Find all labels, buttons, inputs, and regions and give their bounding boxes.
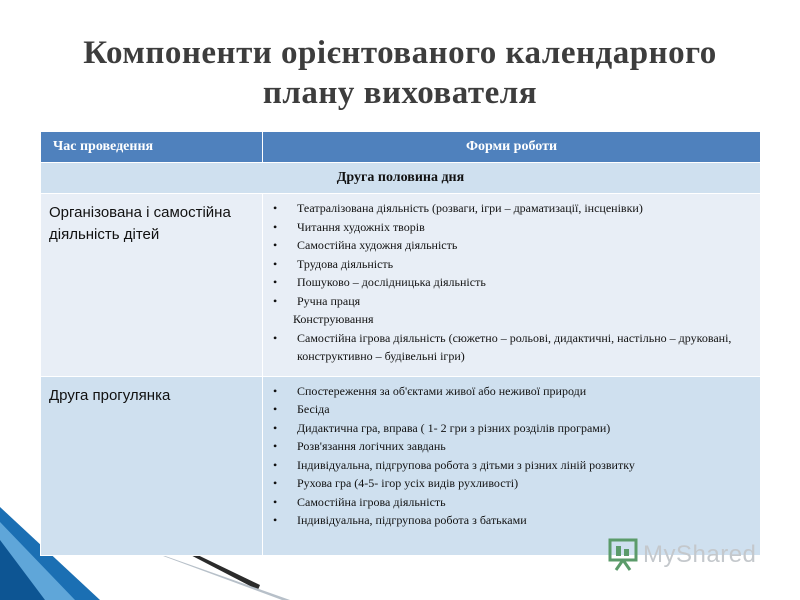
row-time-label: Організована і самостійна діяльність дітей <box>41 194 263 377</box>
list-item: • Бесіда <box>263 400 756 419</box>
list-item: Конструювання <box>293 312 374 326</box>
list-item: • Дидактична гра, вправа ( 1- 2 гри з різних розділів програми) <box>263 419 756 438</box>
list-item: • Театралізована діяльність (розваги, ігри – драматизації, інсценівки) <box>263 199 756 218</box>
row-activities <box>263 194 761 377</box>
list-item: • Індивідуальна, підгрупова робота з дітьми з різних ліній розвитку <box>263 456 756 475</box>
activity-list <box>263 194 760 376</box>
list-item: • Розв'язання логічних завдань <box>263 437 756 456</box>
row-time-label: Друга прогулянка <box>41 376 263 555</box>
list-item: • Індивідуальна, підгрупова робота з батьками <box>263 511 756 530</box>
header-time: Час проведення <box>41 132 263 163</box>
list-item: • Трудова діяльність <box>263 255 756 274</box>
table-row <box>41 194 761 377</box>
list-item: • Рухова гра (4-5- ігор усіх видів рухливості) <box>263 474 756 493</box>
section-label: Друга половина дня <box>41 163 761 194</box>
logo-text: MyShared <box>643 541 757 568</box>
list-item: • Ручна праця <box>263 292 756 311</box>
presentation-icon <box>607 537 639 571</box>
myshared-logo <box>607 537 767 573</box>
list-item: • Спостереження за об'єктами живої або неживої природи <box>263 382 756 401</box>
plan-table <box>40 131 761 556</box>
list-item: • Самостійна художня діяльність <box>263 236 756 255</box>
section-row <box>41 163 761 194</box>
slide-title: Компоненти орієнтованого календарного плану вихователя <box>83 35 717 111</box>
list-item: • Пошуково – дослідницька діяльність <box>263 273 756 292</box>
list-item: • Читання художніх творів <box>263 218 756 237</box>
activity-list <box>263 377 760 540</box>
list-item: • Самостійна ігрова діяльність (сюжетно – рольові, дидактичні, настільно – друковані, конструктивно – будівельні ігри) <box>263 329 756 366</box>
table-header-row <box>41 132 761 163</box>
list-item: • Самостійна ігрова діяльність <box>263 493 756 512</box>
row-activities <box>263 376 761 555</box>
table-row <box>41 376 761 555</box>
header-forms: Форми роботи <box>263 132 761 163</box>
